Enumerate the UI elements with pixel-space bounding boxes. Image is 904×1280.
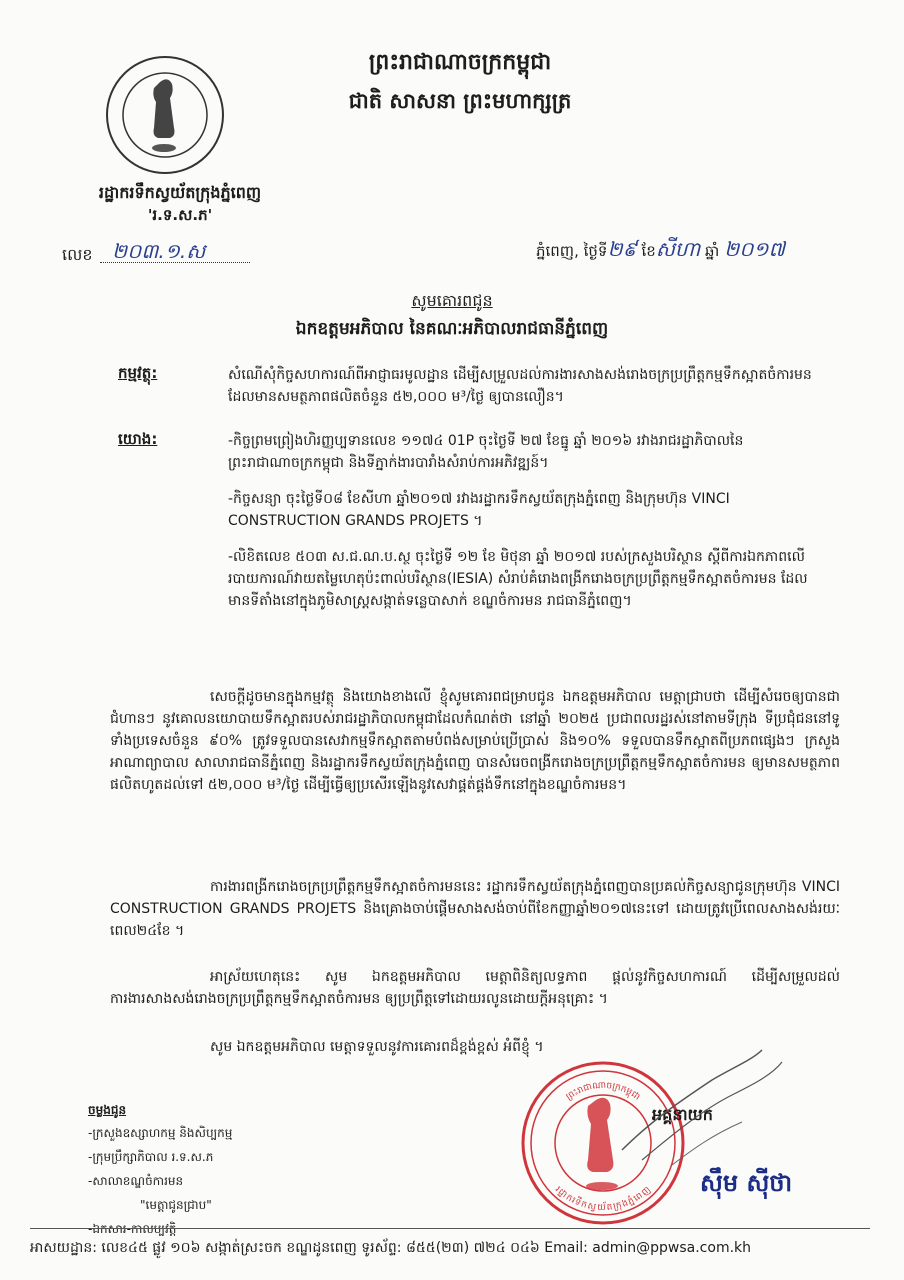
footer-rule	[30, 1228, 870, 1229]
date-day: ២៩	[607, 237, 637, 261]
closing-line: សូម ឯកឧត្តមអភិបាល មេត្តាទទួលនូវការគោរពដ៏ខ្ពង់ខ្ពស់ អំពីខ្ញុំ ។	[210, 1039, 544, 1055]
cc-item: -សាលាខណ្ឌចំការមន	[88, 1174, 184, 1188]
authority-name: រដ្ឋាករទឹកស្វយ័តក្រុងភ្នំពេញ	[98, 183, 262, 202]
reference-label: លេខ	[62, 245, 93, 264]
references-label: យោង:	[118, 430, 158, 448]
stamp-bottom-text: រដ្ឋាករទឹកស្វយ័តក្រុងភ្នំពេញ	[552, 1184, 653, 1214]
signatory-title: អគ្គនាយក	[652, 1105, 713, 1124]
date-year: ២០១៧	[724, 237, 785, 261]
cc-item: -ក្រសួងឧស្សាហកម្ម និងសិប្បកម្ម	[88, 1126, 233, 1140]
kingdom-title: ព្រះរាជាណាចក្រកម្ពុជា	[368, 50, 552, 75]
addressee-title: ឯកឧត្តមអភិបាល នៃគណៈអភិបាលរាជធានីភ្នំពេញ	[295, 319, 609, 339]
signatory-name: ស៊ឹម ស៊ីថា	[700, 1169, 793, 1197]
footer-address: អាសយដ្ឋាន: លេខ៤៥ ផ្លូវ ១០៦ សង្កាត់ស្រះចក ខណ្ឌដូនពេញ ទូរស័ព្ទ: ៨៥៥(២៣) ៧២៤ ០៤៦ Email: admin@ppwsa.com.kh	[30, 1240, 752, 1256]
body-paragraph-3: អាស្រ័យហេតុនេះ សូម ឯកឧត្តមអភិបាល មេត្តាពិនិត្យលទ្ធភាព ផ្តល់នូវកិច្ចសហការណ៍ ដើម្បីសម្រួលដល់ការងារសាងសង់រោងចក្រប្រព្រឹត្តកម្មទឹកស្អាតចំការមន ឲ្យប្រព្រឹត្តទៅដោយរលូនដោយក្តីអនុគ្រោះ ។	[110, 969, 840, 1007]
subject-text: សំណើសុំកិច្ចសហការណ៍ពីអាជ្ញាធរមូលដ្ឋាន ដើម្បីសម្រួលដល់ការងារសាងសង់រោងចក្រប្រព្រឹត្តកម្មទឹកស្អាតចំការមន ដែលមានសមត្ថភាពផលិតចំនួន ៥២,០០០ ម³/ថ្ងៃ ឲ្យបានលឿន។	[228, 367, 812, 405]
addressee-salutation: សូមគោរពជូន	[411, 291, 493, 310]
cc-label: ចម្លងជូន	[88, 1103, 127, 1117]
reference-item: -លិខិតលេខ ៥០៣ ស.ជ.ណ.ប.ស្ថ ចុះថ្ងៃទី ១២ ខែ មិថុនា ឆ្នាំ ២០១៧ របស់ក្រសួងបរិស្ថាន ស្តីពីការឯកភាពលើរបាយការណ៍វាយតម្លៃហេតុប៉ះពាល់បរិស្ថាន(IESIA) សំរាប់គំរោងពង្រីករោងចក្រប្រព្រឹត្តកម្មទឹកស្អាតចំការមន ដែលមានទីតាំងនៅក្នុងភូមិសាស្ត្រសង្កាត់ទន្លេបាសាក់ ខណ្ឌចំការមន រាជធានីភ្នំពេញ។	[228, 549, 808, 609]
reference-item: -កិច្ចសន្យា ចុះថ្ងៃទី០៨ ខែសីហា ឆ្នាំ២០១៧ រវាងរដ្ឋាករទឹកស្វយ័តក្រុងភ្នំពេញ និងក្រុមហ៊ុន VINCI CONSTRUCTION GRANDS PROJETS ។	[228, 491, 730, 529]
date-month-label: ខែ	[641, 242, 656, 260]
cc-item: -ឯកសារ-កាលប្បវត្តិ	[88, 1222, 177, 1236]
logo-ring-text-left	[80, 118, 120, 128]
cc-item: -ក្រុមប្រឹក្សាភិបាល រ.ទ.ស.ភ	[88, 1150, 214, 1164]
subject-label: កម្មវត្ថុ:	[118, 364, 158, 382]
date-year-label: ឆ្នាំ	[705, 242, 720, 260]
date-prefix: ភ្នំពេញ, ថ្ងៃទី	[536, 242, 608, 260]
date-line	[536, 236, 785, 266]
logo-ring-text-right	[200, 118, 240, 128]
stamp-top-text: ព្រះរាជាណាចក្រកម្ពុជា	[564, 1080, 642, 1103]
authority-abbreviation: 'រ.ទ.ស.ភ'	[147, 206, 213, 224]
reference-item: -កិច្ចព្រមព្រៀងហិរញ្ញប្បទានលេខ ១១៧៤ 01P ចុះថ្ងៃទី ២៧ ខែធ្នូ ឆ្នាំ ២០១៦ រវាងរាជរដ្ឋាភិបាលនៃព្រះរាជាណាចក្រកម្ពុជា និងទីភ្នាក់ងារបារាំងសំរាប់ការអភិវឌ្ឍន៍។	[228, 433, 744, 471]
authority-logo	[100, 50, 230, 180]
reference-number: ២០៣.១.ស	[112, 239, 206, 263]
cc-item: "មេត្តាជូនជ្រាប"	[140, 1198, 212, 1212]
body-paragraph-2: ការងារពង្រីករោងចក្រប្រព្រឹត្តកម្មទឹកស្អាតចំការមននេះ រដ្ឋាករទឹកស្វយ័តក្រុងភ្នំពេញបានប្រគល់កិច្ចសន្យាជូនក្រុមហ៊ុន VINCI CONSTRUCTION GRANDS PROJETS និងគ្រោងចាប់ផ្តើមសាងសង់ចាប់ពីខែកញ្ញាឆ្នាំ២០១៧នេះទៅ ដោយត្រូវប្រើពេលសាងសង់រយៈពេល២៤ខែ ។	[110, 879, 840, 939]
body-paragraph-1: សេចក្តីដូចមានក្នុងកម្មវត្ថុ និងយោងខាងលើ ខ្ញុំសូមគោរពជម្រាបជូន ឯកឧត្តមអភិបាល មេត្តាជ្រាបថា ដើម្បីសំរេចឲ្យបានជាជំហានៗ នូវគោលនយោបាយទឹកស្អាតរបស់រាជរដ្ឋាភិបាលកម្ពុជាដែលកំណត់ថា នៅឆ្នាំ ២០២៥ ប្រជាពលរដ្ឋរស់នៅតាមទីក្រុង ទីប្រជុំជននៅទូទាំងប្រទេសចំនួន ៩០% ត្រូវទទួលបានសេវាកម្មទឹកស្អាតតាមបំពង់សម្រាប់ប្រើប្រាស់ និង១០% ទទួលបានទឹកស្អាតពីប្រភពផ្សេងៗ ក្រសួងអាណាព្យាបាល សាលារាជធានីភ្នំពេញ និងរដ្ឋាករទឹកស្វយ័តក្រុងភ្នំពេញ បានសំរេចពង្រីករោងចក្រប្រព្រឹត្តកម្មទឹកស្អាតចំការមន ឲ្យមានសមត្ថភាពផលិតហូតដល់ទៅ ៥២,០០០ ម³/ថ្ងៃ ដើម្បីធ្វើឲ្យប្រសើរឡើងនូវសេវាផ្គត់ផ្គង់ទឹកនៅក្នុងខណ្ឌចំការមន។	[110, 689, 840, 793]
national-motto: ជាតិ សាសនា ព្រះមហាក្សត្រ	[348, 89, 572, 113]
handwritten-signature	[612, 1040, 812, 1170]
date-month: សីហា	[655, 237, 701, 261]
